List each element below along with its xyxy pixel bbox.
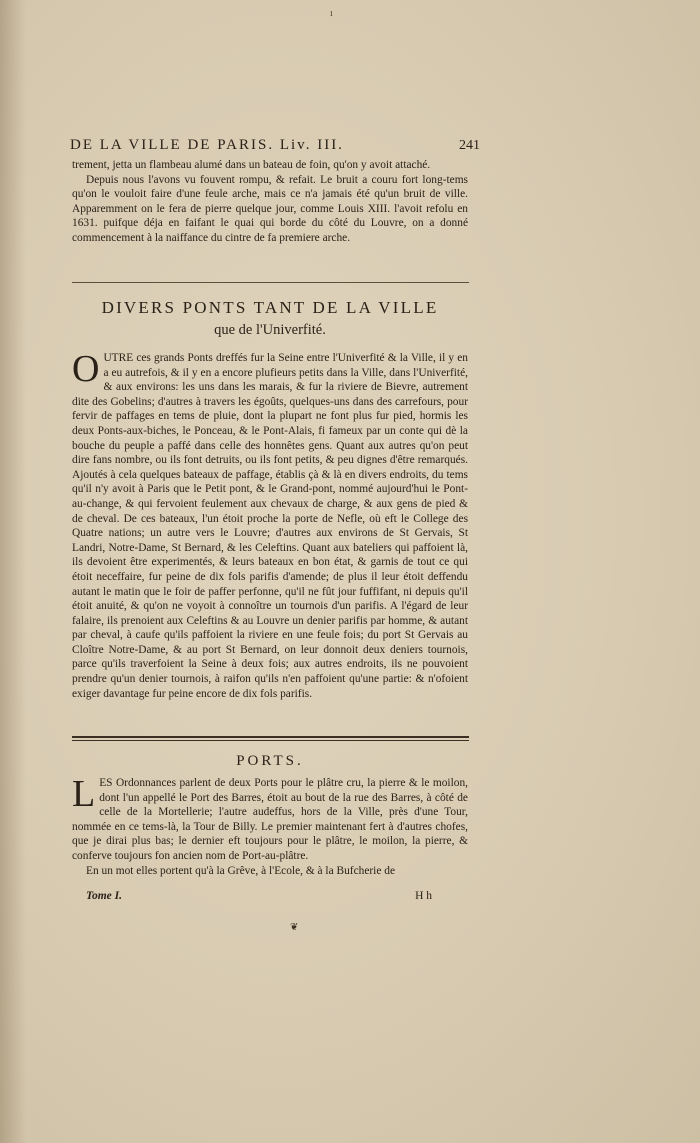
drop-cap: L [72, 773, 96, 815]
top-mark: ı [330, 8, 333, 19]
paragraph: trement, jetta un flambeau alumé dans un bateau de foin, qu'on y avoit attaché. [72, 159, 431, 171]
running-head [70, 136, 480, 155]
paragraph [72, 348, 468, 701]
paragraph: En un mot elles portent qu'à la Grêve, à l'Ecole, & à la Bufcherie de [86, 864, 396, 877]
volume-label: Tome I. [86, 890, 122, 902]
running-head-title: DE LA VILLE DE PARIS. Liv. III. [70, 137, 344, 153]
section-heading-ports: PORTS. [236, 753, 304, 769]
section-continuation [72, 158, 468, 246]
spine-shadow [0, 0, 26, 1143]
section-divider [72, 736, 469, 741]
ornament-icon: ❦ [290, 922, 299, 933]
section-heading-ponts: DIVERS PONTS TANT DE LA VILLE [101, 298, 439, 317]
section-ports-body [72, 773, 468, 878]
paragraph-text: ES Ordonnances parlent de deux Ports pour le plâtre cru, la pierre & le moilon, dont l'un appellé le Port des Barres, étoit au bout de la rue des Barres, à côté de celle de la Mortellerie; l'autre audeffus, hors de la Ville, près d'une Tour, nommée en ce tems-là, la Tour de Billy. Le premier maintenant fert à d'autres chofes, que je dirai plus bas; le dernier eft toujours pour le plâtre, le moilon, la pierre, & conferve toujours fon ancien nom de Port-au-plâtre. [72, 777, 468, 862]
section-ponts-body [72, 348, 468, 701]
page-number: 241 [459, 138, 480, 153]
paragraph [72, 773, 468, 864]
signature-mark: H h [415, 890, 432, 902]
page-footer [86, 890, 432, 902]
section-divider [72, 282, 469, 283]
paragraph-text: UTRE ces grands Ponts dreffés fur la Seine entre l'Univerfité & la Ville, il y en a eu autrefois, & il y en a encore plufieurs petits dans la Ville, dans l'Univerfité, & aux environs: les uns dans les marais, & fur la riviere de Bievre, autrement dite des Gobelins; d'autres à travers les égoûts, quelques-uns dans des carrefours, pour fervir de paffages en tems de pluie, dont la plupart ne font plus fur pied, hormis les deux Ponts-aux-biches, le Ponceau, & le Pont-Alais, fi fameux par un conte qui dè la bouche du peuple a paffé dans celle des honnêtes gens. Quant aux autres qu'on peut dire fans nombre, ou ils font detruits, ou ils font petits, & peu dignes d'être remarqués. Ajoutés à cela quelques bateaux de paffage, établis çà & là en divers endroits, du tems qu'il n'y avoit à Paris que le Petit pont, & le Grand-pont, nommé aujourd'hui le Pont-au-change, & qui fervoient feulement aux chevaux de charge, & aux gens de pied & de cheval. De ces bateaux, l'un étoit proche la porte de Nefle, où eft le College des Quatre nations; un autre vers le Louvre; d'autres aux environs de St Gervais, St Landri, Notre-Dame, St Bernard, & les Celeftins. Quant aux bateliers qui paffoient là, ils devoient être experimentés, & leurs bateaux en bon état, & garnis de tout ce qui étoit neceffaire, fur peine de dix fols parifis d'amende; de plus il leur étoit deffendu autant le matin que le foir de paffer perfonne, qu'il ne fût jour fuffifant, ni depuis qu'il étoit anuité, & qu'on ne voyoit à connoître un tournois d'un parifis. A l'égard de leur falaire, ils prenoient aux Celeftins & au Louvre un denier parifis par homme, & autant par cheval, à caufe qu'ils paffoient la riviere en une feule fois; du port St Gervais au Cloître Notre-Dame, & au port St Bernard, on leur donnoit deux deniers tournois, parce qu'ils traverfoient la Seine à deux fois; aux autres endroits, ils ne pouvoient prendre qu'un denier tournois, à raifon qu'ils n'en paffoient qu'une partie: & n'ofoient exiger davantage fur peine encore de dix fols parifis. [72, 352, 468, 700]
section-subheading: que de l'Univerfité. [214, 322, 326, 338]
paragraph: Depuis nous l'avons vu fouvent rompu, & refait. Le bruit a couru fort long-tems qu'on le vouloit faire d'une feule arche, mais ce n'a jamais été qu'un bruit de ville. Apparemment on le fera de pierre quelque jour, comme Louis XIII. l'avoit refolu en 1631. puifque déja en faifant le quai qui borde du côté du Louvre, on a donné commencement à la naiffance du cintre de fa premiere arche. [72, 173, 468, 244]
drop-cap: O [72, 348, 100, 390]
